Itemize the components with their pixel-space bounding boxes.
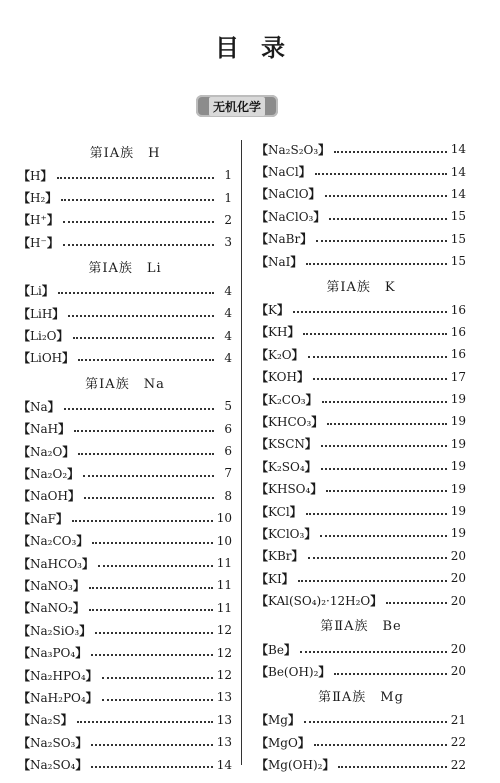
toc-entry[interactable]: [256, 228, 466, 250]
toc-entry-label: 【 Na₂SiO₃ 】: [18, 622, 91, 639]
toc-entry[interactable]: [256, 433, 466, 455]
dot-leader: [83, 474, 214, 477]
dot-leader: [386, 601, 446, 604]
toc-entry-label: 【 Mg(OH)₂ 】: [256, 756, 334, 773]
toc-entry-page-number: 17: [450, 369, 466, 384]
toc-entry-page-number: 4: [224, 350, 232, 365]
toc-entry[interactable]: [18, 529, 232, 551]
dot-leader: [72, 519, 213, 522]
toc-entry-label: 【 Be(OH)₂ 】: [256, 663, 330, 680]
toc-entry-page-number: 15: [450, 209, 466, 224]
toc-entry-label: 【 KBr 】: [256, 547, 304, 564]
dot-leader: [308, 556, 447, 559]
toc-entry-label: 【 Na₂O₂ 】: [18, 465, 79, 482]
toc-entry[interactable]: [18, 347, 232, 369]
toc-entry[interactable]: [18, 440, 232, 462]
toc-entry[interactable]: [256, 183, 466, 205]
dot-leader: [329, 217, 446, 220]
toc-entry[interactable]: [256, 343, 466, 365]
page-title: 目录: [215, 34, 307, 62]
toc-entry-label: 【 Na₂HPO₄ 】: [18, 667, 98, 684]
dot-leader: [89, 608, 213, 611]
toc-entry[interactable]: [256, 545, 466, 567]
column-divider: [241, 140, 242, 765]
dot-leader: [314, 743, 447, 746]
dot-leader: [315, 172, 447, 175]
toc-entry-label: 【 KHSO₄ 】: [256, 480, 322, 497]
toc-entry[interactable]: [18, 395, 232, 417]
dot-leader: [102, 698, 213, 701]
dot-leader: [57, 176, 215, 179]
toc-entry[interactable]: [18, 209, 232, 231]
toc-entry-label: 【 H 】: [18, 167, 53, 184]
toc-entry-label: 【 H₂ 】: [18, 189, 57, 206]
toc-entry[interactable]: [18, 418, 232, 440]
toc-entry[interactable]: [256, 589, 466, 611]
dot-leader: [322, 400, 447, 403]
toc-entry-page-number: 1: [224, 168, 232, 183]
toc-entry[interactable]: [18, 753, 232, 775]
toc-entry-label: 【 KCl 】: [256, 503, 302, 520]
toc-entry-page-number: 15: [450, 231, 466, 246]
dot-leader: [300, 650, 447, 653]
toc-entry-page-number: 19: [450, 459, 466, 474]
toc-entry-page-number: 16: [450, 347, 466, 362]
toc-entry-label: 【 Na₃PO₄ 】: [18, 644, 87, 661]
toc-entry-page-number: 4: [224, 306, 232, 321]
toc-entry[interactable]: [18, 462, 232, 484]
toc-entry-page-number: 11: [216, 578, 232, 593]
toc-entry[interactable]: [256, 138, 466, 160]
toc-entry-label: 【 NaClO₃ 】: [256, 208, 325, 225]
toc-entry-page-number: 19: [450, 481, 466, 496]
toc-entry-page-number: 19: [450, 392, 466, 407]
toc-entry[interactable]: [256, 477, 466, 499]
dot-leader: [334, 672, 446, 675]
toc-entry-page-number: 14: [450, 186, 466, 201]
toc-entry[interactable]: [256, 455, 466, 477]
dot-leader: [325, 194, 447, 197]
toc-entry[interactable]: [256, 753, 466, 775]
dot-leader: [298, 579, 447, 582]
dot-leader: [95, 631, 213, 634]
toc-entry-label: 【 K₂O 】: [256, 346, 304, 363]
dot-leader: [84, 496, 214, 499]
toc-entry-label: 【 KAl(SO₄)₂·12H₂O 】: [256, 592, 382, 609]
toc-entry[interactable]: [18, 324, 232, 346]
toc-entry-label: 【 KClO₃ 】: [256, 525, 316, 542]
dot-leader: [321, 444, 447, 447]
toc-entry[interactable]: [256, 205, 466, 227]
section-badge-label: 无机化学: [209, 97, 265, 116]
group-heading: 第ⅠA族 Li: [88, 261, 162, 277]
toc-entry[interactable]: [256, 522, 466, 544]
dot-leader: [91, 653, 213, 656]
dot-leader: [92, 541, 212, 544]
toc-entry[interactable]: [256, 567, 466, 589]
toc-entry-page-number: 16: [450, 324, 466, 339]
dot-leader: [327, 422, 446, 425]
toc-entry[interactable]: [18, 164, 232, 186]
dot-leader: [78, 358, 214, 361]
toc-entry-label: 【 Na₂CO₃ 】: [18, 532, 88, 549]
toc-entry[interactable]: [18, 574, 232, 596]
dot-leader: [334, 150, 447, 153]
toc-entry[interactable]: [18, 686, 232, 708]
toc-entry-label: 【 NaI 】: [256, 253, 302, 270]
toc-entry-page-number: 20: [450, 642, 466, 656]
toc-entry-page-number: 8: [224, 488, 232, 503]
toc-entry-page-number: 13: [216, 712, 232, 727]
toc-entry-page-number: 10: [216, 533, 232, 548]
dot-leader: [320, 534, 446, 537]
dot-leader: [326, 489, 446, 492]
toc-entry[interactable]: [18, 231, 232, 253]
toc-entry[interactable]: [18, 507, 232, 529]
toc-entry[interactable]: [18, 597, 232, 619]
toc-entry-label: 【 KSCN 】: [256, 435, 317, 452]
toc-entry[interactable]: [256, 500, 466, 522]
toc-entry-page-number: 3: [224, 235, 232, 250]
toc-entry-page-number: 13: [216, 735, 232, 750]
group-heading: 第ⅠA族 Na: [85, 376, 165, 392]
toc-entry-label: 【 K 】: [256, 301, 289, 318]
dot-leader: [306, 512, 447, 515]
dot-leader: [63, 220, 214, 223]
toc-entry-label: 【 Mg 】: [256, 711, 300, 728]
toc-entry-page-number: 22: [450, 757, 466, 772]
dot-leader: [78, 452, 214, 455]
toc-entry[interactable]: [256, 660, 466, 682]
toc-entry-label: 【 K₂CO₃ 】: [256, 391, 318, 408]
toc-entry-label: 【 KH 】: [256, 323, 299, 340]
toc-entry-label: 【 Na₂S₂O₃ 】: [256, 141, 330, 158]
dot-leader: [316, 239, 446, 242]
toc-entry[interactable]: [256, 709, 466, 731]
group-heading: 第ⅡA族 Mg: [318, 690, 404, 706]
toc-entry-label: 【 NaCl 】: [256, 163, 311, 180]
toc-entry-label: 【 Na₂SO₃ 】: [18, 734, 87, 751]
toc-entry[interactable]: [256, 410, 466, 432]
toc-entry-page-number: 19: [450, 526, 466, 541]
toc-entry-page-number: 2: [224, 212, 232, 227]
toc-entry-label: 【 NaH₂PO₄ 】: [18, 689, 98, 706]
dot-leader: [73, 336, 215, 339]
toc-entry-label: 【 KI 】: [256, 570, 294, 587]
toc-entry[interactable]: [256, 388, 466, 410]
toc-entry-page-number: 20: [450, 548, 466, 563]
group-heading: 第ⅠA族 H: [89, 145, 161, 161]
group-heading: 第ⅠA族 K: [326, 279, 396, 295]
toc-entry-label: 【 NaNO₃ 】: [18, 577, 85, 594]
toc-entry-label: 【 LiH 】: [18, 305, 64, 322]
toc-entry-page-number: 10: [216, 511, 232, 526]
dot-leader: [102, 676, 213, 679]
toc-entry-label: 【 NaHCO₃ 】: [18, 555, 94, 572]
toc-entry-label: 【 MgO 】: [256, 734, 310, 751]
toc-entry-page-number: 11: [216, 556, 232, 571]
toc-entry-label: 【 NaNO₂ 】: [18, 599, 85, 616]
toc-entry-label: 【 Be 】: [256, 641, 296, 658]
toc-entry[interactable]: [18, 302, 232, 324]
toc-entry-page-number: 16: [450, 302, 466, 317]
toc-entry-label: 【 Li₂O 】: [18, 327, 69, 344]
toc-entry-label: 【 NaBr 】: [256, 230, 312, 247]
toc-entry-page-number: 14: [450, 164, 466, 179]
toc-entry-page-number: 15: [450, 254, 466, 269]
dot-leader: [91, 743, 212, 746]
toc-entry[interactable]: [256, 250, 466, 272]
toc-entry[interactable]: [256, 366, 466, 388]
toc-entry-page-number: 6: [224, 421, 232, 436]
toc-entry[interactable]: [18, 731, 232, 753]
toc-entry[interactable]: [18, 664, 232, 686]
toc-entry-label: 【 K₂SO₄ 】: [256, 458, 317, 475]
dot-leader: [63, 243, 214, 246]
toc-entry[interactable]: [256, 731, 466, 753]
toc-entry-page-number: 20: [450, 571, 466, 586]
toc-entry[interactable]: [256, 321, 466, 343]
dot-leader: [308, 355, 447, 358]
toc-left-column: [18, 138, 232, 776]
toc-entry-label: 【 KHCO₃ 】: [256, 413, 323, 430]
toc-entry-label: 【 LiOH 】: [18, 349, 74, 366]
toc-entry[interactable]: [18, 709, 232, 731]
group-heading: 第ⅡA族 Be: [320, 619, 402, 635]
toc-entry-label: 【 Na₂S 】: [18, 711, 73, 728]
toc-entry-label: 【 Na 】: [18, 398, 60, 415]
dot-leader: [64, 407, 214, 410]
dot-leader: [306, 262, 446, 265]
toc-entry-label: 【 NaH 】: [18, 420, 70, 437]
dot-leader: [304, 720, 447, 723]
dot-leader: [91, 765, 212, 768]
toc-entry-page-number: 1: [224, 190, 232, 205]
toc-entry-label: 【 H⁻ 】: [18, 234, 59, 251]
dot-leader: [58, 291, 214, 294]
section-badge: [196, 95, 278, 117]
toc-entry-page-number: 21: [450, 712, 466, 727]
toc-entry-page-number: 14: [450, 142, 466, 157]
toc-entry-label: 【 Li 】: [18, 282, 54, 299]
toc-entry[interactable]: [18, 552, 232, 574]
toc-entry-page-number: 4: [224, 328, 232, 343]
toc-entry-page-number: 19: [450, 436, 466, 451]
toc-entry-page-number: 12: [216, 668, 232, 682]
toc-entry-page-number: 20: [450, 593, 466, 608]
toc-entry[interactable]: [18, 619, 232, 641]
toc-entry-label: 【 NaClO 】: [256, 185, 321, 202]
toc-entry-page-number: 4: [224, 283, 232, 298]
toc-entry-label: 【 KOH 】: [256, 368, 309, 385]
toc-entry-page-number: 12: [216, 645, 232, 660]
toc-entry[interactable]: [18, 186, 232, 208]
toc-entry-label: 【 H⁺ 】: [18, 211, 59, 228]
toc-entry-page-number: 11: [216, 600, 232, 615]
toc-entry-page-number: 22: [450, 735, 466, 750]
dot-leader: [77, 720, 213, 723]
dot-leader: [61, 198, 214, 201]
toc-entry-label: 【 Na₂SO₄ 】: [18, 756, 87, 773]
toc-entry[interactable]: [18, 280, 232, 302]
toc-entry-page-number: 6: [224, 444, 232, 459]
toc-entry[interactable]: [256, 638, 466, 660]
dot-leader: [321, 467, 447, 470]
toc-entry-page-number: 12: [216, 623, 232, 638]
toc-entry[interactable]: [256, 160, 466, 182]
toc-entry-page-number: 13: [216, 690, 232, 705]
dot-leader: [293, 310, 447, 313]
dot-leader: [74, 429, 214, 432]
toc-entry-page-number: 14: [216, 757, 232, 772]
dot-leader: [303, 332, 446, 335]
toc-entry-page-number: 19: [450, 504, 466, 519]
toc-entry-page-number: 19: [450, 414, 466, 429]
dot-leader: [338, 765, 446, 768]
dot-leader: [98, 564, 213, 567]
dot-leader: [68, 314, 214, 317]
dot-leader: [89, 586, 213, 589]
toc-entry-page-number: 5: [224, 399, 232, 414]
toc-entry[interactable]: [18, 641, 232, 663]
dot-leader: [313, 377, 447, 380]
toc-entry-label: 【 Na₂O 】: [18, 443, 74, 460]
toc-right-column: [256, 138, 466, 776]
toc-entry-page-number: 20: [450, 664, 466, 679]
toc-entry-label: 【 NaF 】: [18, 510, 68, 527]
toc-entry[interactable]: [256, 298, 466, 320]
toc-entry[interactable]: [18, 485, 232, 507]
toc-entry-label: 【 NaOH 】: [18, 487, 80, 504]
toc-entry-page-number: 7: [224, 466, 232, 481]
